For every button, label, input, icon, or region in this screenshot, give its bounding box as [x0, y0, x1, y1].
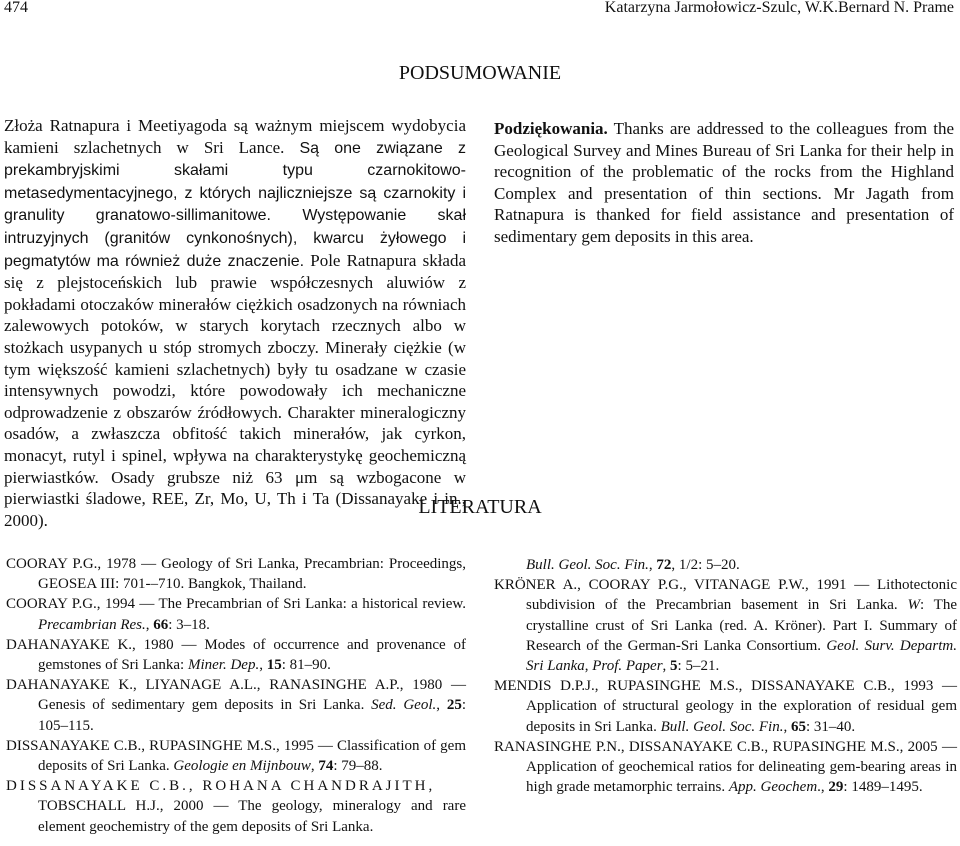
reference-volume: 65 — [790, 718, 806, 735]
page-header — [4, 0, 954, 18]
reference-text: MENDIS D.P.J., RUPASINGHE M.S., DISSANAYAKE C.B., 1993 — Application of structural geology in the exploration of residual gem deposits in Sri Lanka. — [494, 678, 957, 735]
summary-heading: PODSUMOWANIE — [398, 62, 562, 84]
reference-pages: : 105–115. — [38, 697, 466, 734]
reference-journal: Miner. Dep. — [187, 657, 260, 674]
reference-cooray-1978 — [6, 554, 466, 594]
reference-text: , — [584, 658, 593, 675]
summary-column-left — [4, 115, 466, 531]
reference-text: KRÖNER A., COORAY P.G., VITANAGE P.W., 1991 — Lithotectonic subdivision of the Precambrian basement in Sri Lanka. — [494, 577, 957, 614]
reference-cooray-1994 — [6, 594, 466, 634]
reference-volume: 74 — [318, 758, 334, 775]
reference-journal: Bull. Geol. Soc. Fin. — [526, 557, 649, 573]
reference-text: , — [145, 616, 154, 633]
literature-heading: LITERATURA — [418, 496, 542, 518]
reference-text: , — [783, 718, 791, 735]
reference-dahanayake-1980b — [6, 675, 466, 736]
reference-journal: Sed. Geol. — [371, 697, 437, 714]
reference-volume: 72 — [656, 557, 672, 573]
reference-pages: : 1489–1495. — [843, 779, 923, 796]
reference-kroner-1991 — [494, 575, 957, 676]
reference-text: , — [259, 657, 267, 674]
reference-text: COORAY P.G., 1978 — Geology of Sri Lanka, Precambrian: Proceedings, GEOSEA III: 701-–710. Bangkok, Thailand. — [6, 556, 466, 593]
reference-pages: , 1/2: 5–20. — [671, 557, 740, 573]
reference-text: , — [648, 557, 657, 573]
reference-journal: Bull. Geol. Soc. Fin. — [660, 718, 784, 735]
reference-dissanayake-2000-end — [494, 555, 957, 575]
summary-text-c: Pole Ratnapura składa się z plejstoceńskich lub prawie współczesnych aluwiów z pokładami otoczaków minerałów ciężkich osadzonych na równiach zalewowych potoków, w starych korytach rzecznych albo w stożkach usypanych u stóp stromych zboczy. Minerały ciężkie (w tym większość kamieni szlachetnych) były tu osadzane w czasie intensywnych powodzi, które powodowały ich mechaniczne odprowadzenie z obszarów źródłowych. Charakter mineralogiczny osadów, a zwłaszcza obfitość takich minerałów, jak cyrkon, monacyt, rutyl i spinel, wpływa na charakterystykę geochemiczną pierwiastków. Osady grubsze niż 63 μm są wzbogacone w pierwiastki śladowe, REE, Zr, Mo, U, Th i Ta (Dissanayake i in., 2000). — [4, 250, 467, 530]
reference-dissanayake-1995 — [6, 736, 466, 776]
summary-text-a: Złoża Ratnapura i Meetiyagoda są ważnym miejscem wydobycia kamieni szlachetnych w Sri Lance. — [4, 116, 466, 157]
reference-text: , — [662, 658, 671, 675]
running-head: Katarzyna Jarmołowicz-Szulc, W.K.Bernard N. Prame — [604, 0, 954, 16]
reference-volume: 5 — [670, 658, 678, 675]
reference-journal: Geologie en Mijnbouw — [173, 758, 311, 775]
reference-journal: W — [907, 597, 920, 614]
reference-pages: : 79–88. — [333, 758, 383, 775]
reference-text: TOBSCHALL H.J., 2000 — The geology, mineralogy and rare element geochemistry of the gem deposits of Sri Lanka. — [38, 798, 466, 835]
summary-paragraph — [4, 115, 466, 531]
reference-text: RANASINGHE P.N., DISSANAYAKE C.B., RUPASINGHE M.S., 2005 — Application of geochemical ratios for delineating gem-bearing areas in high grade metamorphic terrains. — [494, 738, 957, 796]
reference-pages: : 31–40. — [805, 718, 856, 735]
reference-volume: 29 — [828, 779, 844, 796]
reference-dissanayake-2000-cont — [6, 796, 466, 836]
reference-journal: Precambrian Res. — [38, 616, 146, 633]
reference-pages: : 5–21. — [677, 658, 720, 675]
reference-text: : The crystalline crust of Sri Lanka (red. A. Kröner). Part I. Summary of Research of the German-Sri Lanka Consortium. — [526, 597, 957, 654]
reference-text: , — [436, 697, 447, 714]
reference-text: , — [310, 758, 319, 775]
reference-volume: 25 — [446, 697, 462, 714]
reference-journal: Geol. Surv. Departm. Sri Lanka — [526, 637, 957, 675]
reference-dahanayake-1980a — [6, 635, 466, 675]
references-left — [6, 554, 466, 837]
acknowledgements-paragraph — [494, 118, 954, 248]
reference-journal: Prof. Paper — [592, 658, 663, 675]
reference-dissanayake-2000-authors — [6, 776, 466, 796]
acknowledgements-column — [494, 118, 954, 248]
reference-text: DISSANAYAKE C.B., RUPASINGHE M.S., 1995 — Classification of gem deposits of Sri Lanka. — [6, 737, 466, 775]
reference-text: COORAY P.G., 1994 — The Precambrian of Sri Lanka: a historical review. — [6, 596, 466, 613]
reference-text: ., — [817, 779, 829, 796]
reference-volume: 15 — [266, 657, 282, 674]
reference-volume: 66 — [153, 616, 169, 633]
reference-authors: DISSANAYAKE C.B., ROHANA CHANDRAJITH, — [6, 778, 436, 795]
reference-pages: : 81–90. — [281, 657, 331, 674]
summary-text-b: Są one związane z prekambryjskimi skałami typu czarnokitowo-metasedymentacyjnego, z których najliczniejsze są czarnokity i granulity granatowo-sillimanitowe. Występowanie skał intruzyjnych (granitów cynkonośnych), kwarcu żyłowego i pegmatytów ma również duże znaczenie. — [4, 139, 466, 270]
reference-journal: App. Geochem — [728, 779, 818, 796]
references-right — [494, 555, 957, 797]
reference-pages: : 3–18. — [168, 616, 210, 633]
reference-text: DAHANAYAKE K., 1980 — Modes of occurrence and provenance of gemstones of Sri Lanka: — [6, 636, 466, 674]
acknowledgements-label: Podziękowania. — [494, 119, 608, 138]
reference-mendis-1993 — [494, 676, 957, 737]
acknowledgements-text: Thanks are addressed to the colleagues from the Geological Survey and Mines Bureau of Sri Lanka for their help in recognition of the problematic of the rocks from the Highland Complex and presentation of thin sections. Mr Jagath from Ratnapura is thanked for field assistance and presentation of sedimentary gem deposits in this area. — [494, 119, 954, 246]
page-number: 474 — [4, 0, 28, 16]
reference-text: DAHANAYAKE K., LIYANAGE A.L., RANASINGHE A.P., 1980 — Genesis of sedimentary gem deposits in Sri Lanka. — [6, 677, 466, 714]
reference-ranasinghe-2005 — [494, 737, 957, 798]
